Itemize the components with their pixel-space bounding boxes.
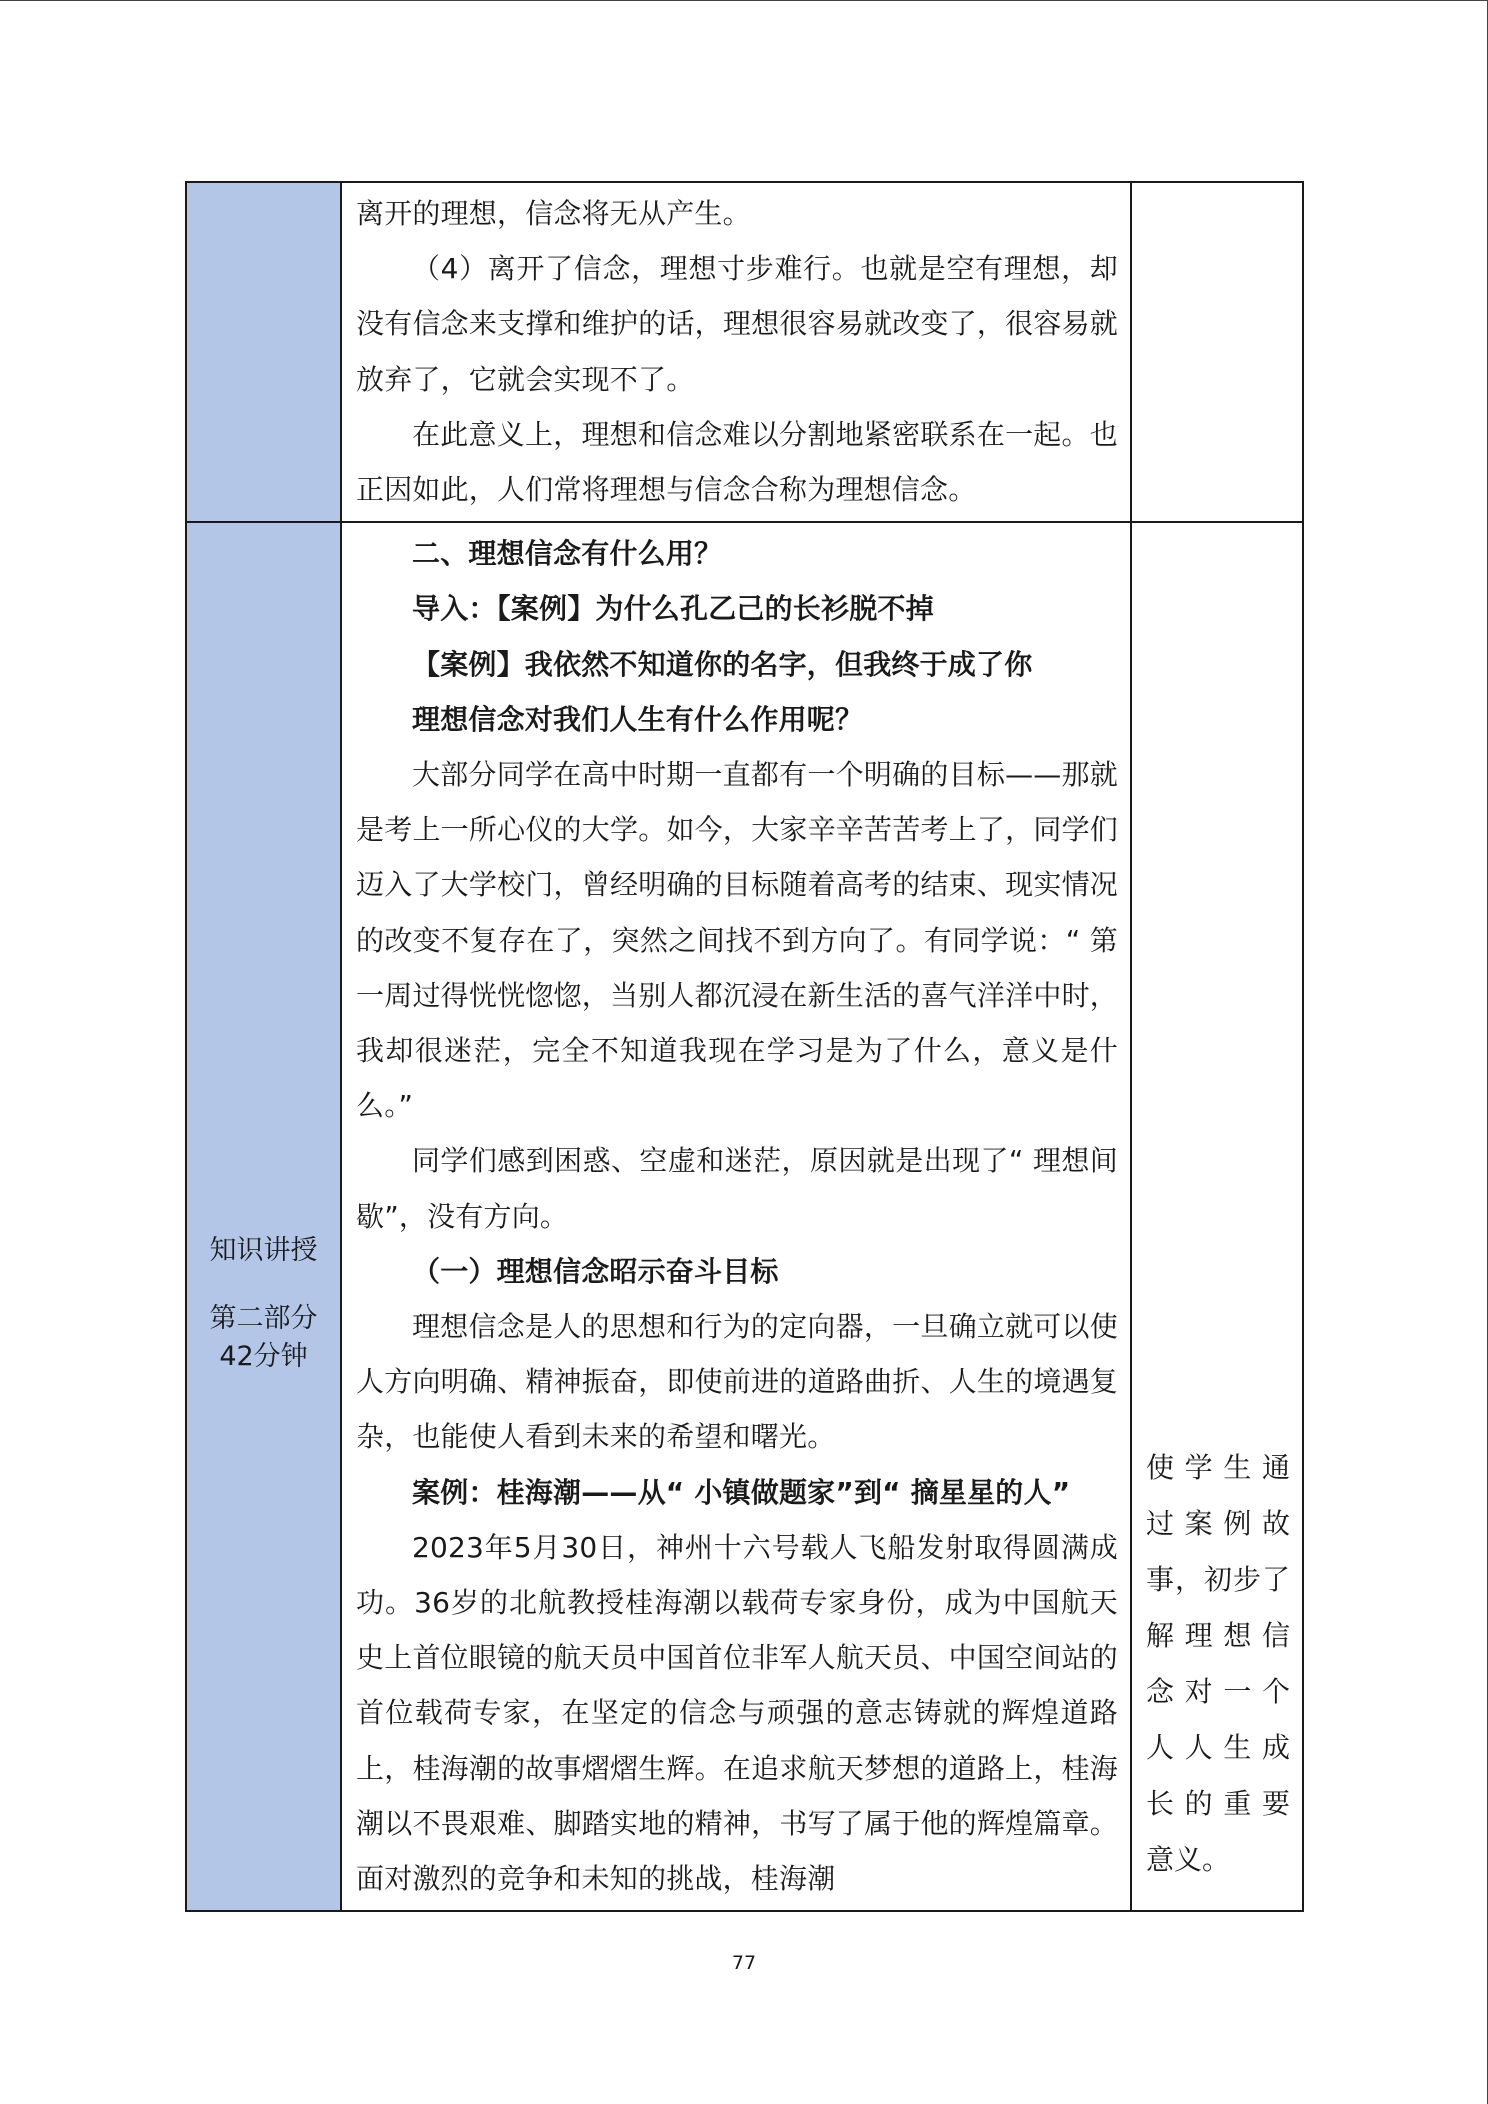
note-line <box>1146 1720 1290 1776</box>
section-label-line: 第二部分 <box>209 1303 318 1335</box>
note-cell <box>1131 182 1303 522</box>
note-char: 解 <box>1146 1619 1175 1653</box>
section-label-line: 42分钟 <box>219 1341 308 1373</box>
paragraph: 案例：桂海潮——从“ 小镇做题家”到“ 摘星星的人” <box>412 1475 1071 1509</box>
paragraph: 大部分同学在高中时期一直都有一个明确的目标——那就是考上一所心仪的大学。如今，大家辛辛苦苦考上了，同学们迈入了大学校门，曾经明确的目标随着高考的结束、现实情况的改变不复存在了，突然之间找不到方向了。有同学说：“ 第一周过得恍恍惚惚，当别人都沉浸在新生活的喜气洋洋中时，我却很迷茫，完全不知道我现在学习是为了什么，意义是什么。” <box>356 758 1118 1123</box>
note-char: 事 <box>1146 1563 1175 1597</box>
note-char: 了 <box>1261 1563 1290 1597</box>
paragraph: 离开的理想，信念将无从产生。 <box>356 197 751 230</box>
note-char: 念 <box>1146 1675 1175 1709</box>
note-char: 人 <box>1146 1731 1175 1765</box>
note-char: 。 <box>1202 1843 1231 1877</box>
note-char: 生 <box>1223 1731 1252 1765</box>
paragraph: 理想信念对我们人生有什么作用呢？ <box>412 702 864 736</box>
section-label <box>187 1057 340 1376</box>
note-char: 信 <box>1261 1619 1290 1653</box>
note-char: 通 <box>1261 1451 1290 1485</box>
note-char: 成 <box>1261 1731 1290 1765</box>
note-char: 想 <box>1223 1619 1252 1653</box>
note-char: 长 <box>1146 1787 1175 1821</box>
note-char: 故 <box>1261 1507 1290 1541</box>
note-line <box>1146 1832 1290 1888</box>
note-char: 个 <box>1261 1675 1290 1709</box>
content-body <box>342 183 1130 521</box>
content-cell <box>341 182 1131 522</box>
note-line <box>1146 1608 1290 1664</box>
paragraph: 2023年5月30日，神州十六号载人飞船发射取得圆满成功。36岁的北航教授桂海潮以载荷专家身份，成为中国航天史上首位眼镜的航天员中国首位非军人航天员、中国空间站的首位载荷专家，在坚定的信念与顽强的意志铸就的辉煌道路上，桂海潮的故事熠熠生辉。在追求航天梦想的道路上，桂海潮以不畏艰难、脚踏实地的精神，书写了属于他的辉煌篇章。面对激烈的竞争和未知的挑战，桂海潮 <box>356 1530 1118 1896</box>
paragraph: 【案例】我依然不知道你的名字，但我终于成了你 <box>412 647 1033 681</box>
note-char: 人 <box>1184 1731 1213 1765</box>
note-char: 案 <box>1184 1507 1213 1541</box>
note-char: 例 <box>1223 1507 1252 1541</box>
note-char: 重 <box>1223 1787 1252 1821</box>
paragraph: 二、理想信念有什么用？ <box>412 537 723 571</box>
table-row-knowledge <box>186 522 1303 1911</box>
content-body <box>342 523 1130 1910</box>
note-char: 要 <box>1261 1787 1290 1821</box>
note-char: 生 <box>1223 1451 1252 1485</box>
note-char: 一 <box>1223 1675 1252 1709</box>
note-char: 理 <box>1184 1619 1213 1653</box>
note-line <box>1146 1440 1290 1496</box>
paragraph: （一）理想信念昭示奋斗目标 <box>412 1254 779 1288</box>
section-label-cell <box>186 522 341 1911</box>
note-char: 对 <box>1184 1675 1213 1709</box>
content-cell <box>341 522 1131 1911</box>
note-char: 过 <box>1146 1507 1175 1541</box>
lesson-plan-table <box>185 181 1304 1912</box>
paragraph: （4）离开了信念，理想寸步难行。也就是空有理想，却没有信念来支撑和维护的话，理想很容易就改变了，很容易就放弃了，它就会实现不了。 <box>356 252 1118 396</box>
note-char: 义 <box>1174 1843 1203 1877</box>
note-line <box>1146 1552 1290 1608</box>
paragraph: 导入：【案例】为什么孔乙己的长衫脱不掉 <box>412 592 934 626</box>
teaching-purpose-note <box>1132 1440 1302 1910</box>
note-char: ， <box>1174 1563 1203 1597</box>
page-number: 77 <box>731 1952 757 1974</box>
note-line <box>1146 1664 1290 1720</box>
note-char: 学 <box>1184 1451 1213 1485</box>
section-label-cell <box>186 182 341 522</box>
paragraph: 同学们感到困惑、空虚和迷茫，原因就是出现了“ 理想间歇”，没有方向。 <box>356 1144 1118 1233</box>
note-char: 步 <box>1232 1563 1261 1597</box>
section-label-line: 知识讲授 <box>209 1235 318 1267</box>
note-char: 使 <box>1146 1451 1175 1485</box>
paragraph: 在此意义上，理想和信念难以分割地紧密联系在一起。也正因如此，人们常将理想与信念合称为理想信念。 <box>356 417 1118 507</box>
note-line <box>1146 1776 1290 1832</box>
table-row-continuation <box>186 182 1303 522</box>
note-cell <box>1131 522 1303 1911</box>
note-char: 初 <box>1203 1563 1232 1597</box>
note-char: 的 <box>1184 1787 1213 1821</box>
note-char: 意 <box>1146 1843 1175 1877</box>
paragraph: 理想信念是人的思想和行为的定向器，一旦确立就可以使人方向明确、精神振奋，即使前进的道路曲折、人生的境遇复杂，也能使人看到未来的希望和曙光。 <box>356 1310 1118 1454</box>
note-line <box>1146 1496 1290 1552</box>
